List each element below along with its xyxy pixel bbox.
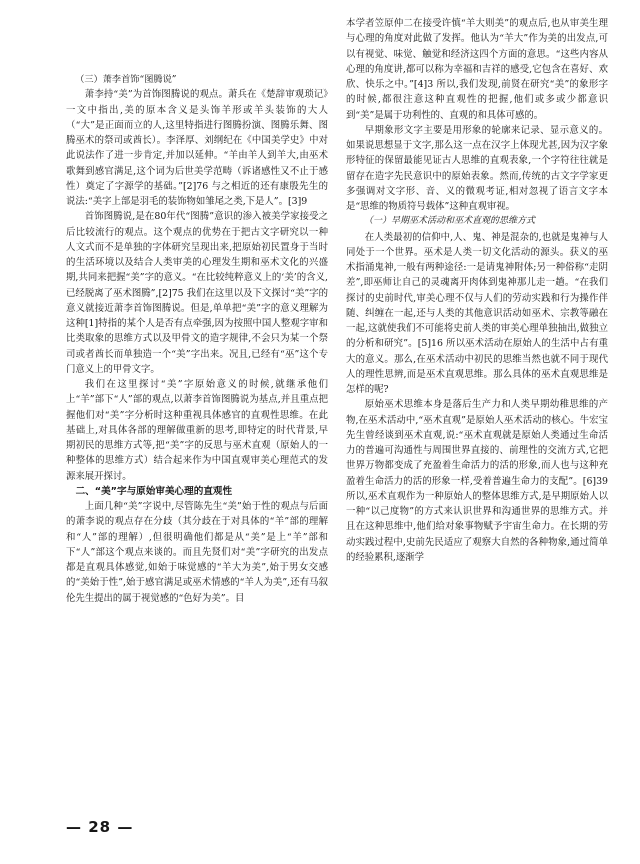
right-column xyxy=(346,16,608,810)
paragraph: 原始巫术思维本身是落后生产力和人类早期幼稚思维的产物,在巫术活动中,“巫术直观”是原始人巫术活动的核心。牛宏宝先生曾经谈到巫术直观,说:“巫术直观就是原始人类通过生命活力的普遍可沟通性与周围世界直接的、前理性的交流方式,它把世界万物都变成了充盈着生命活力的活的形象,而人也与这种充盈着生命活力的活的形象一样,受着普遍生命力的支配”。[6]39 所以,巫术直观作为一种原始人的整体思维方式,是早期原始人以一种“以己度物”的方式来认识世界和沟通世界的思维方式。并且在这种思维中,他们给对象事物赋予宇宙生命力。在长期的劳动实践过程中,史前先民适应了观察大自然的各种物象,通过简单的经验累积,逐渐学 xyxy=(346,399,608,563)
section-heading: （三）萧李首饰“图腾说” xyxy=(75,74,177,85)
page-number: — 28 — xyxy=(66,818,134,836)
subsection-heading: （一）早期巫术活动和巫术直观的思维方式 xyxy=(364,216,536,227)
paragraph: 萧李持“美”为首饰图腾说的观点。萧兵在《楚辞审观琐记》一文中指出,美的原本含义是头饰羊形或羊头装饰的大人（“大”是正面而立的人,这里特指进行图腾扮演、图腾乐舞、图腾巫术的祭司或酋长）。李泽厚、刘纲纪在《中国美学史》中对此说法作了进一步肯定,并加以延伸。“羊由羊人到羊大,由巫术歌舞到感官满足,这个词为后世美学范畴（诉诸感性又不止于感性）奠定了字源学的基础。”[2]76 与之相近的还有康殷先生的说法:“美字上部是羽毛的装饰物如雏尾之类,下是人”。[3]9 xyxy=(66,89,328,207)
paragraph: 我们在这里探讨“美”字原始意义的时候,就继承他们上“羊”部下“人”部的观点,以萧李首饰图腾说为基点,并且重点把握他们对“美”字分析时这种重视具体感官的直观性思维。在此基础上,对具体各部的理解做重新的思考,即特定的时代背景,早期初民的思维方式等,把“美”字的反思与巫术直观（原始人的一种整体的思维方式）结合起来作为中国直观审美心理范式的发源来展开探讨。 xyxy=(66,379,328,482)
paragraph-continued: 本学者笠原仲二在接受许慎“羊大则美”的观点后,也从审美生理与心理的角度对此做了发挥。他认为“羊大”作为美的出发点,可以有视觉、味觉、触觉和经济这四个方面的意思。“这些内容从心理的角度讲,都可以称为幸福和吉祥的感受,它包含在喜好、欢欣、快乐之中。”[4]3 所以,我们发现,前贤在研究“美”的象形字的时候,都很注意这种直观性的把握,他们或多或少都意识到“美”是属于功利性的、直观的和具体可感的。 xyxy=(346,18,608,121)
paragraph: 早期象形文字主要是用形象的轮廓来记录、显示意义的。如果说思想显于文字,那么这一点在汉字上体现尤甚,因为汉字象形特征的保留最能见证古人思维的直观表象,一个字符往往就是留存在造字先民意识中的原始表象。然而,传统的古文字学家更多强调对文字形、音、义的微观考证,相对忽视了语言文字本是“思维的物质符号载体”这种直观审视。 xyxy=(346,124,608,212)
paragraph: 首饰图腾说,是在80年代“图腾”意识的渗入被美学家接受之后比较流行的观点。这个观点的优势在于把古文字研究以一种人文式而不是单独的字体研究呈现出来,把原始初民置身于当时的生活环境以及结合人类审美的心理发生期和巫术文化的兴盛期,共同来把握“美”字的意义。“在比较纯粹意义上的‘美’的含义,已经脱离了巫术图腾”,[2]75 我们在这里以及下文探讨“美”字的意义就接近萧李首饰图腾说。但是,单单把“美”字的意义理解为这种[1]特指的某个人是否有点牵强,因为按照中国人整观字审和比类取象的思维方式以及甲骨文的造字规律,不会只为某一个祭司或者酋长而单独造一个“美”字出来。况且,已经有“巫”这个专门意义上的甲骨文字。 xyxy=(66,211,328,375)
paragraph: 上面几种“美”字说中,尽管陈先生“美”始于性的观点与后面的萧李说的观点存在分歧（其分歧在于对具体的“羊”部的理解和“人”部的理解）,但很明确他们都是从“美”是上“羊”部和下“人”部这个观点来谈的。而且先贤们对“美”字研究的出发点都是直观具体感觉,如始于味觉感的“羊大为美”,始于男女交感的“美始于性”,始于感官满足或巫术情感的“羊人为美”,还有马叙伦先生提出的属于视觉感的“色好为美”。目 xyxy=(66,501,328,604)
left-column xyxy=(66,72,328,810)
part-heading: 二、“美”字与原始审美心理的直观性 xyxy=(75,485,233,497)
paragraph: 在人类最初的信仰中,人、鬼、神是混杂的,也就是鬼神与人同处于一个世界。巫术是人类一切文化活动的源头。获义的巫术指涌鬼神,一般有两种途径:一是请鬼神附体;另一种俗称“走阴差”,即巫师让自己的灵魂离开肉体到鬼神那儿走一趟。“在我们探讨的史前时代,审美心理不仅与人们的劳动实践和行为操作伴随、纠缠在一起,还与人类的其他意识活动如巫术、宗教等融在一起,这就使我们不可能将史前人类的审美心理单独抽出,做独立的分析和研究”。[5]16 所以巫术活动在原始人的生活中占有重大的意义。那么,在巫术活动中初民的思维当然也就不同于现代人的理性思辨,而是巫术直观思维。那么具体的巫术直观思维是怎样的呢? xyxy=(346,231,608,395)
